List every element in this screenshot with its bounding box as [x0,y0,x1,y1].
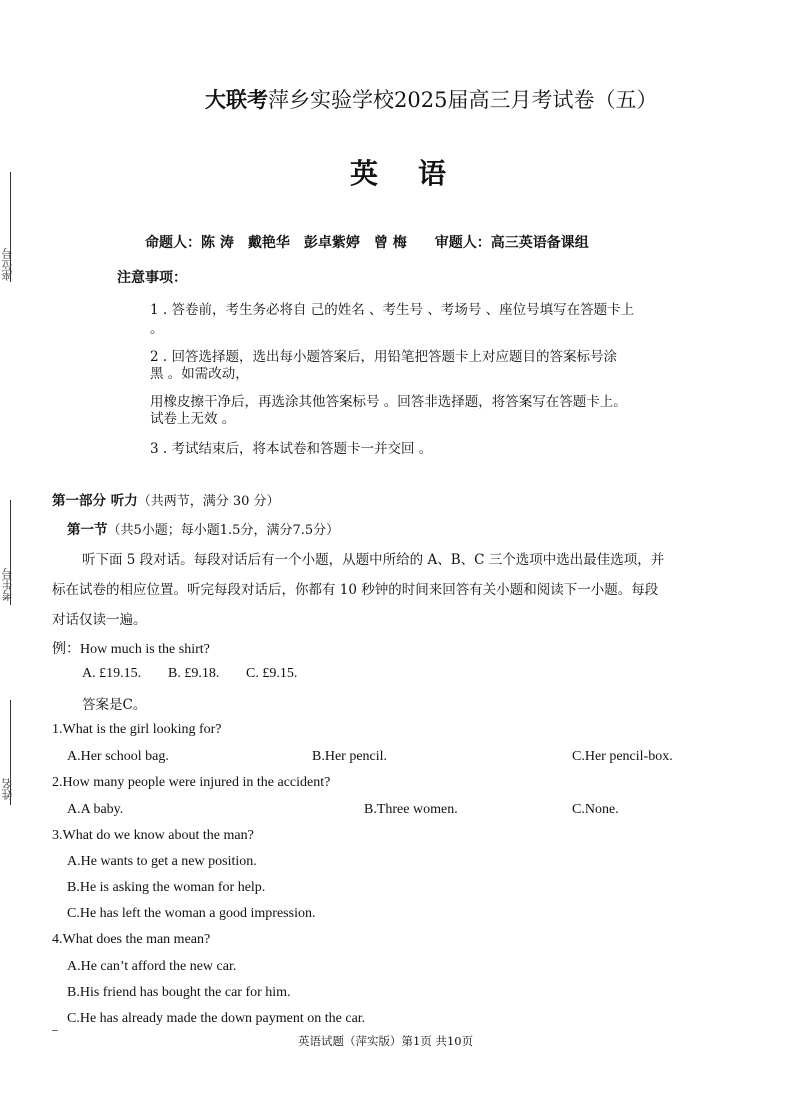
notice-item-2c: 用橡皮擦干净后，再选涂其他答案标号 。回答非选择题，将答案写在答题卡上。 [150,394,627,410]
question-4-option-b: B.His friend has bought the car for him. [67,985,291,1000]
name-label: 姓名 [1,778,14,800]
example-answer: 答案是C。 [82,697,147,713]
instructions-line-3: 对话仅读一遍。 [52,612,147,628]
question-4-option-a: A.He can’t afford the new car. [67,959,237,974]
authors-left: 命题人：陈 涛 戴艳华 彭卓紫婷 曾 梅 [145,235,407,251]
notice-item-1b: 。 [150,321,164,337]
subject-char-2: 语 [418,157,449,190]
notice-item-3: 3 . 考试结束后，将本试卷和答题卡一并交回 。 [150,441,433,457]
question-4: 4.What does the man mean? [52,932,211,947]
part1-heading-text: 第一部分 听力 [52,493,138,509]
question-4-option-c: C.He has already made the down payment on the car. [67,1011,366,1026]
seat-number-label: 座位号 [1,248,14,281]
example-option-c: C. £9.15. [246,666,298,681]
notice-item-2a: 2 . 回答选择题，选出每小题答案后，用铅笔把答题卡上对应题目的答案标号涂 [150,349,617,365]
part1-heading [52,489,280,509]
exam-title [205,84,657,114]
subject-title [350,152,448,192]
authors-line [145,232,589,252]
question-1: 1.What is the girl looking for? [52,722,222,737]
notice-item-1a: 1 . 答卷前，考生务必将自 己的姓名 、考生号 、考场号 、座位号填写在答题卡上 [150,302,635,318]
question-2-option-b: B.Three women. [364,802,458,817]
section1-heading-text: 第一节 [67,522,108,538]
question-1-option-a: A.Her school bag. [67,749,169,764]
section1-heading-note: （共5小题；每小题1.5分，满分7.5分） [107,523,340,538]
section1-heading [67,518,339,538]
question-3: 3.What do we know about the man? [52,828,254,843]
exam-title-text: 萍乡实验学校2025届高三月考试卷（五） [268,88,658,112]
example-question: 例：How much is the shirt? [52,642,210,657]
question-3-option-a: A.He wants to get a new position. [67,854,257,869]
question-2: 2.How many people were injured in the accident? [52,775,331,790]
exam-title-brand: 大联考 [205,87,268,112]
question-2-option-a: A.A baby. [67,802,124,817]
part1-heading-note: （共两节，满分 30 分） [137,494,280,509]
page-footer: 英语试题（萍实版）第1页 共10页 [298,1034,474,1048]
notice-item-2d: 试卷上无效 。 [150,411,236,427]
examinee-number-label: 考生号 [1,568,14,601]
instructions-line-1: 听下面 5 段对话。每段对话后有一个小题，从题中所给的 A、B、C 三个选项中选出最佳选项，并 [82,552,665,568]
question-1-option-b: B.Her pencil. [312,749,388,764]
question-1-option-c: C.Her pencil-box. [572,749,673,764]
example-option-a: A. £19.15. [82,666,142,681]
reviewers: 审题人：高三英语备课组 [434,235,589,251]
question-2-option-c: C.None. [572,802,619,817]
subject-char-1: 英 [350,157,381,190]
example-option-b: B. £9.18. [168,666,220,681]
notice-heading: 注意事项： [117,270,187,286]
notice-item-2b: 黑 。如需改动， [150,366,249,382]
question-3-option-c: C.He has left the woman a good impression. [67,906,316,921]
instructions-line-2: 标在试卷的相应位置。听完每段对话后，你都有 10 秒钟的时间来回答有关小题和阅读下一小题。每段 [52,582,659,598]
question-3-option-b: B.He is asking the woman for help. [67,880,266,895]
footer-dash [52,1030,58,1031]
